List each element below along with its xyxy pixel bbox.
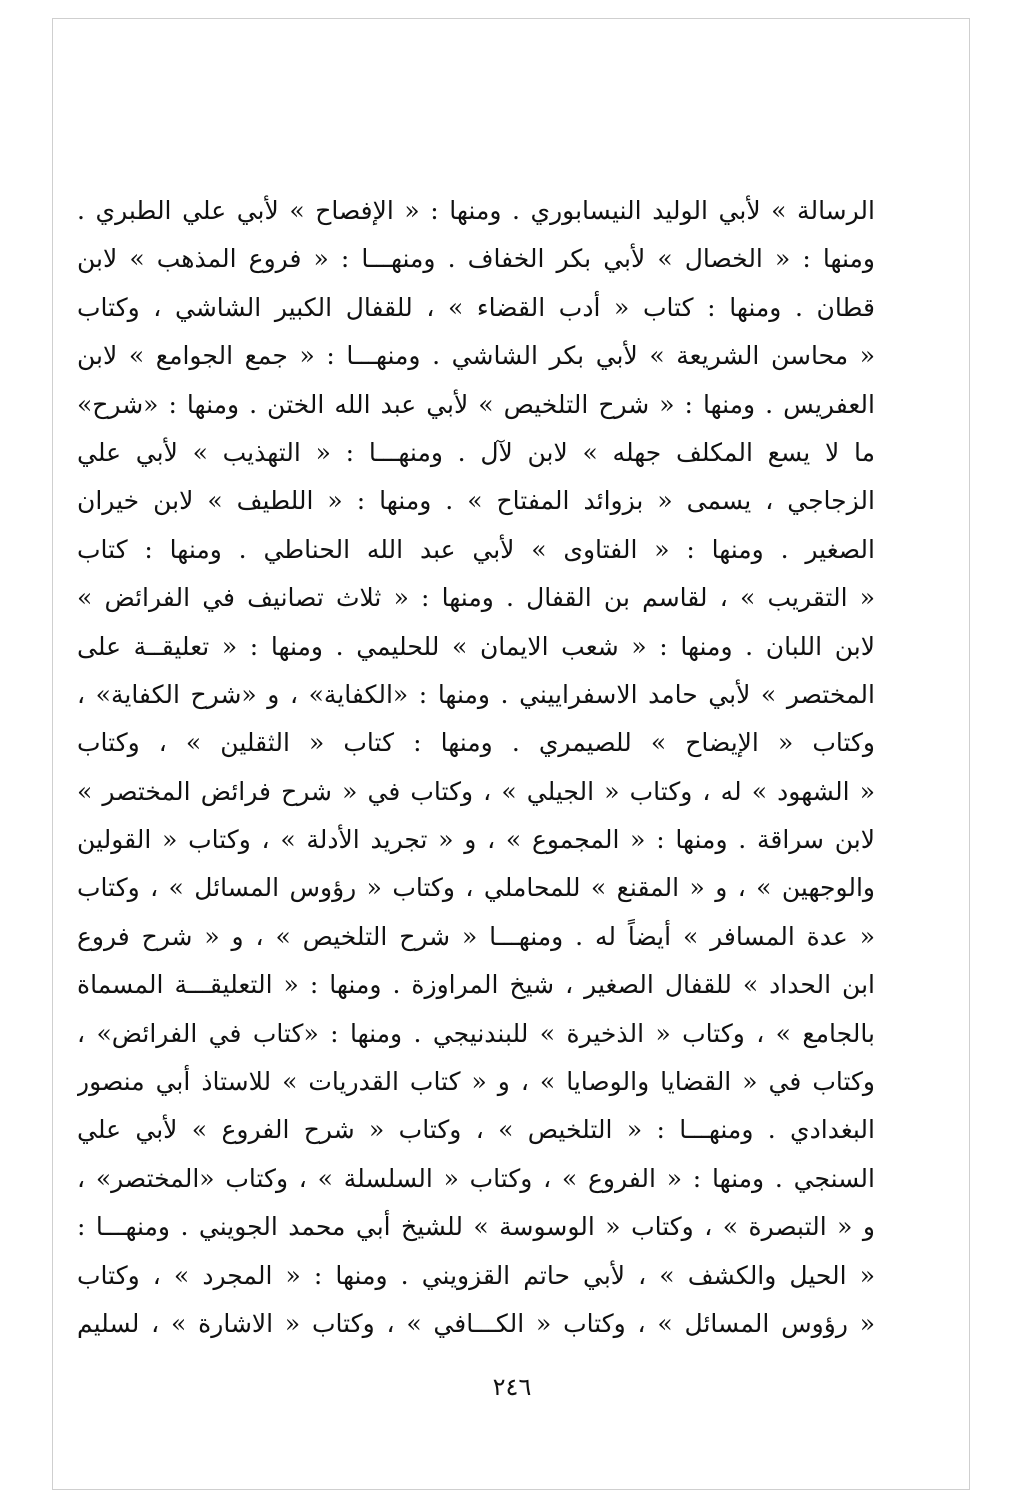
text-line: السنجي . ومنها : « الفروع » ، وكتاب « السلسلة » ، وكتاب «المختصر» ، — [77, 1163, 875, 1193]
text-line: « رؤوس المسائل » ، وكتاب « الكـــافي » ، وكتاب « الاشارة » ، لسليم — [77, 1308, 875, 1338]
text-line: ومنها : « الخصال » لأبي بكر الخفاف . ومنهـــا : « فروع المذهب » لابن — [77, 244, 875, 274]
text-line: ابن الحداد » للقفال الصغير ، شيخ المراوزة . ومنها : « التعليقـــة المسماة — [77, 970, 875, 1000]
text-line: لابن سراقة . ومنها : « المجموع » ، و « تجريد الأدلة » ، وكتاب « القولين — [77, 825, 875, 855]
text-line: العفريس . ومنها : « شرح التلخيص » لأبي عبد الله الختن . ومنها : «شرح» — [77, 389, 875, 419]
document-page — [52, 18, 970, 1490]
text-line: الرسالة » لأبي الوليد النيسابوري . ومنها : « الإفصاح » لأبي علي الطبري . — [77, 196, 875, 225]
text-line: ما لا يسع المكلف جهله » لابن لآل . ومنهـــا : « التهذيب » لأبي علي — [77, 437, 875, 467]
page-number: ٢٤٦ — [492, 1373, 532, 1401]
text-line: المختصر » لأبي حامد الاسفراييني . ومنها : «الكفاية» ، و «شرح الكفاية» ، — [77, 679, 875, 709]
text-line: « الحيل والكشف » ، لأبي حاتم القزويني . ومنها : « المجرد » ، وكتاب — [77, 1260, 875, 1290]
text-line: « عدة المسافر » أيضاً له . ومنهـــا « شرح التلخيص » ، و « شرح فروع — [77, 921, 875, 951]
text-line: وكتاب « الإيضاح » للصيمري . ومنها : كتاب « الثقلين » ، وكتاب — [77, 728, 875, 758]
text-line: « محاسن الشريعة » لأبي بكر الشاشي . ومنهـــا : « جمع الجوامع » لابن — [77, 341, 875, 371]
text-line: بالجامع » ، وكتاب « الذخيرة » للبندنيجي . ومنها : «كتاب في الفرائض» ، — [77, 1018, 875, 1048]
text-line: لابن اللبان . ومنها : « شعب الايمان » للحليمي . ومنها : « تعليقــة على — [77, 631, 875, 661]
text-line: « الشهود » له ، وكتاب « الجيلي » ، وكتاب في « شرح فرائض المختصر » — [77, 776, 875, 806]
body-text — [77, 187, 875, 1348]
text-line: البغدادي . ومنهـــا : « التلخيص » ، وكتاب « شرح الفروع » لأبي علي — [77, 1115, 875, 1145]
text-line: « التقريب » ، لقاسم بن القفال . ومنها : « ثلاث تصانيف في الفرائض » — [77, 583, 875, 613]
text-line: الصغير . ومنها : « الفتاوى » لأبي عبد الله الحناطي . ومنها : كتاب — [77, 534, 875, 564]
text-line: وكتاب في « القضايا والوصايا » ، و « كتاب القدريات » للاستاذ أبي منصور — [77, 1067, 875, 1097]
text-line: الزجاجي ، يسمى « بزوائد المفتاح » . ومنها : « اللطيف » لابن خيران — [77, 486, 875, 516]
text-line: والوجهين » ، و « المقنع » للمحاملي ، وكتاب « رؤوس المسائل » ، وكتاب — [77, 873, 875, 903]
text-line: قطان . ومنها : كتاب « أدب القضاء » ، للقفال الكبير الشاشي ، وكتاب — [77, 292, 875, 322]
text-line: و « التبصرة » ، وكتاب « الوسوسة » للشيخ أبي محمد الجويني . ومنهـــا : — [77, 1212, 875, 1242]
